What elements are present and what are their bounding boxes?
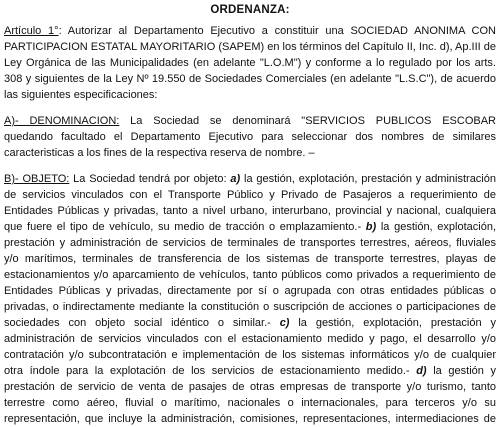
article-1-line-5: las siguientes especificaciones: xyxy=(4,89,158,101)
section-b-line: y/o marítimos, terminales de transferencia de los sistemas de transporte terrestres, playas de xyxy=(4,253,496,265)
section-b-text: la gestión, explotación, prestación y xyxy=(289,317,496,329)
section-b-line: prestación y administración de servicios de terminales de transportes terrestres, aéreos, fluviales xyxy=(4,237,496,249)
section-b-text: la gestión, explotación, xyxy=(376,221,496,233)
article-1-text: : Autorizar al Departamento Ejecutivo a constituir una SOCIEDAD ANONIMA CON xyxy=(58,25,496,37)
section-b-line: administración de servicios vinculados con el estacionamiento medido y pago, el desarrollo y/o xyxy=(4,333,496,345)
section-b-paragraph xyxy=(4,171,496,427)
article-1-label: Artículo 1° xyxy=(4,25,59,37)
item-c-marker: c) xyxy=(279,317,290,329)
section-b-text: la gestión, explotación, prestación y administración xyxy=(240,173,496,185)
section-a-line-2: quedando facultado el Departamento Ejecutivo para seleccionar dos nombres de similares xyxy=(4,131,496,143)
section-a-paragraph xyxy=(4,113,496,161)
document-title: ORDENANZA: xyxy=(210,4,290,16)
section-b-text: la gestión y xyxy=(426,365,496,377)
section-b-line: privadas, o indirectamente mediante la constitución o suscripción de acciones o participaciones de xyxy=(4,301,496,313)
section-b-text: La Sociedad tendrá por objeto: xyxy=(69,173,231,185)
section-b-line: contratación y/o subcontratación e implementación de los sistemas informáticos y/o de cualquier xyxy=(4,349,496,361)
item-b-marker: b) xyxy=(365,221,377,233)
section-a-line-1 xyxy=(4,113,496,129)
article-1-line-4: 308 y siguientes de la Ley Nº 19.550 de Sociedades Comerciales (en adelante "L.S.C"), de acuerdo xyxy=(4,73,496,85)
section-b-line: Entidades Públicas y privadas, tanto a nivel urbano, interurbano, provincial y nacional, cualquiera xyxy=(4,205,496,217)
section-b-line-1 xyxy=(4,171,496,187)
section-b-line: estacionamientos y/o aparcamiento de vehículos, tanto públicos como privados a requerimiento de xyxy=(4,269,496,281)
article-1-paragraph xyxy=(4,23,496,103)
section-b-line: Entidades Públicas y privadas, directamente por sí o agrupada con otras entidades públicas o xyxy=(4,285,496,297)
article-1-line-2: PARTICIPACION ESTATAL MAYORITARIO (SAPEM) en los términos del Capítulo II, Inc. d), Ap.III de xyxy=(4,41,496,53)
section-b-line: representación, que incluye la administración, comisiones, representaciones, intermediaciones de xyxy=(4,413,496,425)
section-b-line: de servicios vinculados con el Transporte Público y Privado de Pasajeros a requerimiento de xyxy=(4,189,496,201)
section-b-line xyxy=(4,219,496,235)
item-a-marker: a) xyxy=(230,173,241,185)
section-a-label: A)- DENOMINACION: xyxy=(4,115,120,127)
article-1-line-1 xyxy=(4,23,496,39)
section-b-line: prestación de servicio de venta de pasajes de otras empresas de transporte y/o turismo, tanto xyxy=(4,381,496,393)
section-b-line: terrestre como aéreo, fluvial o marítimo, nacionales o internacionales, para terceros y/o su xyxy=(4,397,496,409)
article-1-line-3: Ley Orgánica de las Municipalidades (en adelante "L.O.M") y conforme a lo regulado por los arts. xyxy=(4,57,496,69)
section-b-text: que fuere el tipo de vehículo, su medio de tracción o emplazamiento.- xyxy=(4,221,366,233)
section-b-line xyxy=(4,363,496,379)
section-a-line-3: caracteristicas a los fines de la respectiva reserva de nombre. – xyxy=(4,147,315,159)
section-b-line xyxy=(4,315,496,331)
item-d-marker: d) xyxy=(416,365,427,377)
section-b-text: otra índole para la explotación de los servicios de estacionamiento medido.- xyxy=(4,365,417,377)
section-b-label: B)- OBJETO: xyxy=(4,173,70,185)
section-a-text: La Sociedad se denominará "SERVICIOS PUBLICOS ESCOBAR xyxy=(130,115,496,127)
section-b-text: sociedades con objeto social idéntico o similar.- xyxy=(4,317,280,329)
